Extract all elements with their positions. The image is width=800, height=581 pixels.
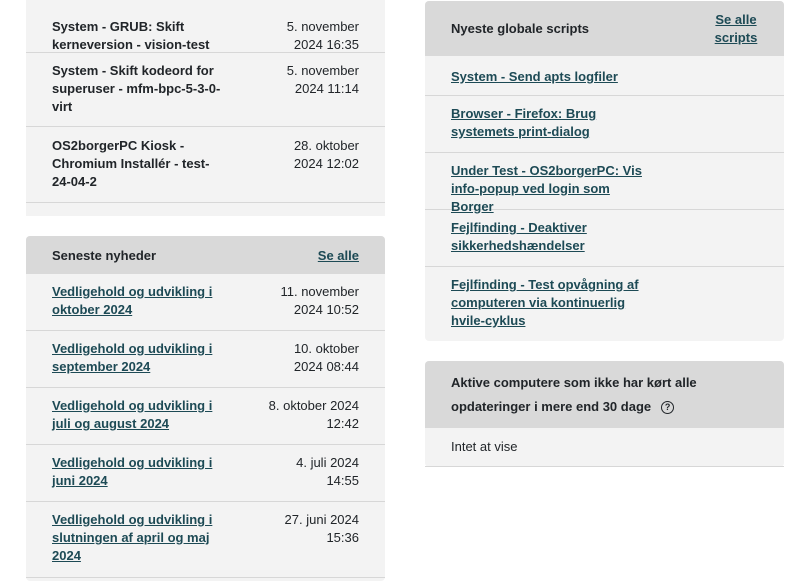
script-item [425,210,784,267]
scripts-title: Nyeste globale scripts [451,21,589,36]
script-item [425,153,784,214]
script-link[interactable]: Under Test - OS2borgerPC: Vis info-popup ved login som Borger [451,163,642,214]
list-item [26,127,385,203]
news-item [26,274,385,331]
list-item [26,53,385,127]
script-item [425,96,784,153]
recent-jobs-card [26,0,385,216]
news-item [26,388,385,445]
news-item-date: 27. juni 2024 15:36 [284,512,359,545]
job-date: 5. november 2024 16:35 [286,19,359,52]
news-item [26,331,385,388]
news-item-link[interactable]: Vedligehold og udvikling i september 2024 [52,341,213,374]
news-item [26,445,385,502]
empty-text: Intet at vise [451,439,518,454]
job-title: System - GRUB: Skift kerneversion - vision-test [52,19,210,52]
active-title: Aktive computere som ikke har kørt alle opdateringer i mere end 30 dage [451,374,697,414]
news-header [26,236,385,274]
news-item-link[interactable]: Vedligehold og udvikling i oktober 2024 [52,284,213,317]
news-item-link[interactable]: Vedligehold og udvikling i juli og august 2024 [52,398,213,431]
scripts-header [425,1,784,56]
script-link[interactable]: Browser - Firefox: Brug systemets print-dialog [451,106,597,139]
news-card [26,236,385,581]
script-link[interactable]: Fejlfinding - Test opvågning af computeren via kontinuerlig hvile-cyklus [451,277,639,328]
script-item [425,267,784,340]
script-link[interactable]: Fejlfinding - Deaktiver sikkerhedshændelser [451,220,587,253]
job-title: System - Skift kodeord for superuser - mfm-bpc-5-3-0-virt [52,63,221,114]
global-scripts-card [425,1,784,341]
list-item [26,0,385,53]
job-title: OS2borgerPC Kiosk - Chromium Installér - test-24-04-2 [52,138,210,189]
help-icon[interactable]: ? [661,401,674,414]
news-see-all-link[interactable]: Se alle [317,247,359,263]
news-title: Seneste nyheder [52,247,157,263]
scripts-see-all-link[interactable]: Se alle scripts [714,11,758,45]
news-item-date: 10. oktober 2024 08:44 [293,341,359,374]
empty-row [425,428,784,467]
news-item [26,502,385,578]
news-item-link[interactable]: Vedligehold og udvikling i slutningen af april og maj 2024 [52,512,213,563]
news-item-date: 4. juli 2024 14:55 [296,455,359,488]
news-item-date: 8. oktober 2024 12:42 [268,398,359,431]
active-computers-card [425,361,784,467]
job-date: 5. november 2024 11:14 [286,63,359,96]
job-date: 28. oktober 2024 12:02 [293,138,359,171]
active-header [425,361,784,428]
script-link[interactable]: System - Send apts logfiler [451,69,618,84]
script-item [425,56,784,96]
news-item-date: 11. november 2024 10:52 [280,284,359,317]
news-item-link[interactable]: Vedligehold og udvikling i juni 2024 [52,455,213,488]
